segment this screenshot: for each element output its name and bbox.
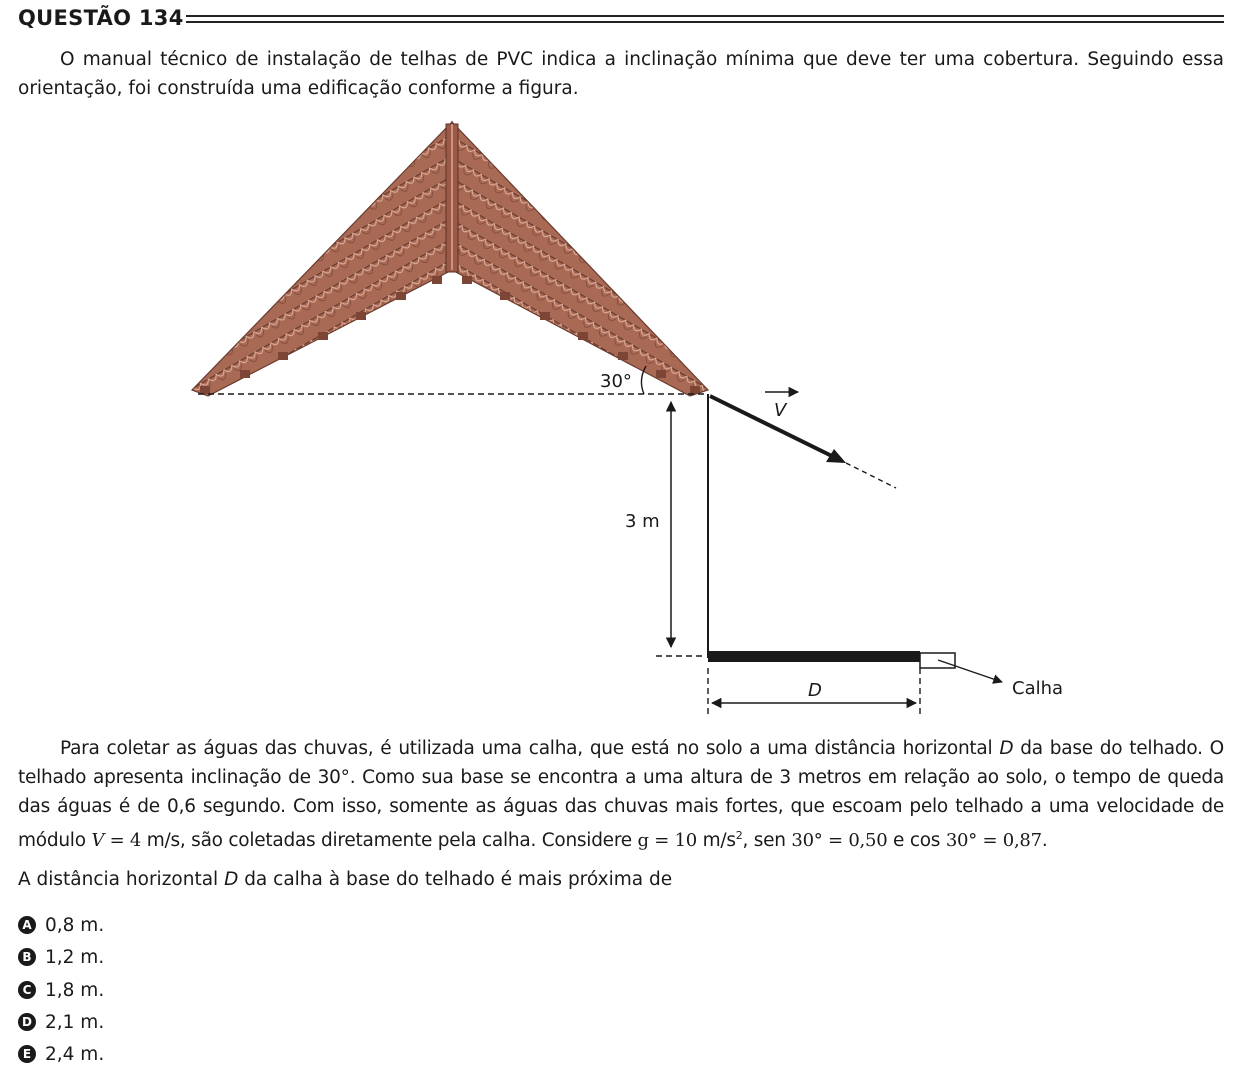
gutter-label: Calha xyxy=(1012,678,1064,699)
question-title: QUESTÃO 134 xyxy=(18,6,184,30)
option-text: 1,8 m. xyxy=(45,979,105,1001)
cosine-value: 30° = 0,87 xyxy=(945,830,1042,852)
option-text: 1,2 m. xyxy=(45,946,105,968)
gravity-value: g = 10 xyxy=(637,830,697,852)
prompt-text: da calha à base do telhado é mais próxima de xyxy=(238,869,673,890)
body-text: . xyxy=(1041,830,1048,852)
body-text: , sen xyxy=(742,830,792,852)
option-d[interactable] xyxy=(18,1009,104,1035)
option-text: 2,1 m. xyxy=(45,1011,105,1033)
body-text: e cos xyxy=(887,830,946,852)
gutter-box xyxy=(920,653,955,668)
body-paragraph xyxy=(18,734,1224,855)
option-e[interactable] xyxy=(18,1041,104,1067)
gutter-pointer xyxy=(938,660,1002,682)
angle-value: 30° xyxy=(317,767,350,788)
prompt-text: A distância horizontal xyxy=(18,869,225,890)
option-c[interactable] xyxy=(18,977,104,1003)
trajectory-dashed xyxy=(846,463,896,488)
sine-value: 30° = 0,50 xyxy=(791,830,888,852)
velocity-label: V xyxy=(774,400,787,421)
option-b[interactable] xyxy=(18,944,104,970)
option-letter-badge: C xyxy=(18,981,36,999)
body-text: Para coletar as águas das chuvas, é utilizada uma calha, que está no solo a uma distância horizontal xyxy=(60,738,1000,759)
option-letter-badge: B xyxy=(18,948,36,966)
option-text: 2,4 m. xyxy=(45,1043,105,1065)
gravity-unit: m/s xyxy=(696,830,736,852)
gravity-exponent: 2 xyxy=(735,829,743,842)
option-letter-badge: E xyxy=(18,1045,36,1063)
angle-label: 30° xyxy=(600,371,632,392)
option-text: 0,8 m. xyxy=(45,914,105,936)
option-letter-badge: A xyxy=(18,916,36,934)
height-label: 3 m xyxy=(625,511,660,532)
roof-left-panel xyxy=(192,122,452,396)
body-text: m/s, são coletadas diretamente pela calha. Considere xyxy=(141,830,638,852)
roof-right-panel xyxy=(452,122,708,396)
var-v: V xyxy=(91,830,105,852)
var-d: D xyxy=(999,738,1014,759)
body-text: . Como sua base se encontra a uma altura de 3 metros em relação ao solo, o tempo de queda das águas é de 0,6 segundo. Com isso, somente as águas das chuvas mais fortes, que escoam pelo telhado a uma velocidade de módulo xyxy=(18,767,1225,852)
distance-label: D xyxy=(808,680,822,701)
ground-slab xyxy=(708,651,920,662)
body-text: da base do telhado. O telhado apresenta inclinação de xyxy=(18,738,1224,788)
velocity-value: = 4 xyxy=(104,830,142,852)
question-prompt xyxy=(18,869,672,890)
intro-text: O manual técnico de instalação de telhas de PVC indica a inclinação mínima que deve ter uma cobertura. Seguindo essa orientação, foi construída uma edificação conforme a figura. xyxy=(18,49,1224,99)
option-letter-badge: D xyxy=(18,1013,36,1031)
option-a[interactable] xyxy=(18,912,104,938)
var-d: D xyxy=(224,869,239,890)
